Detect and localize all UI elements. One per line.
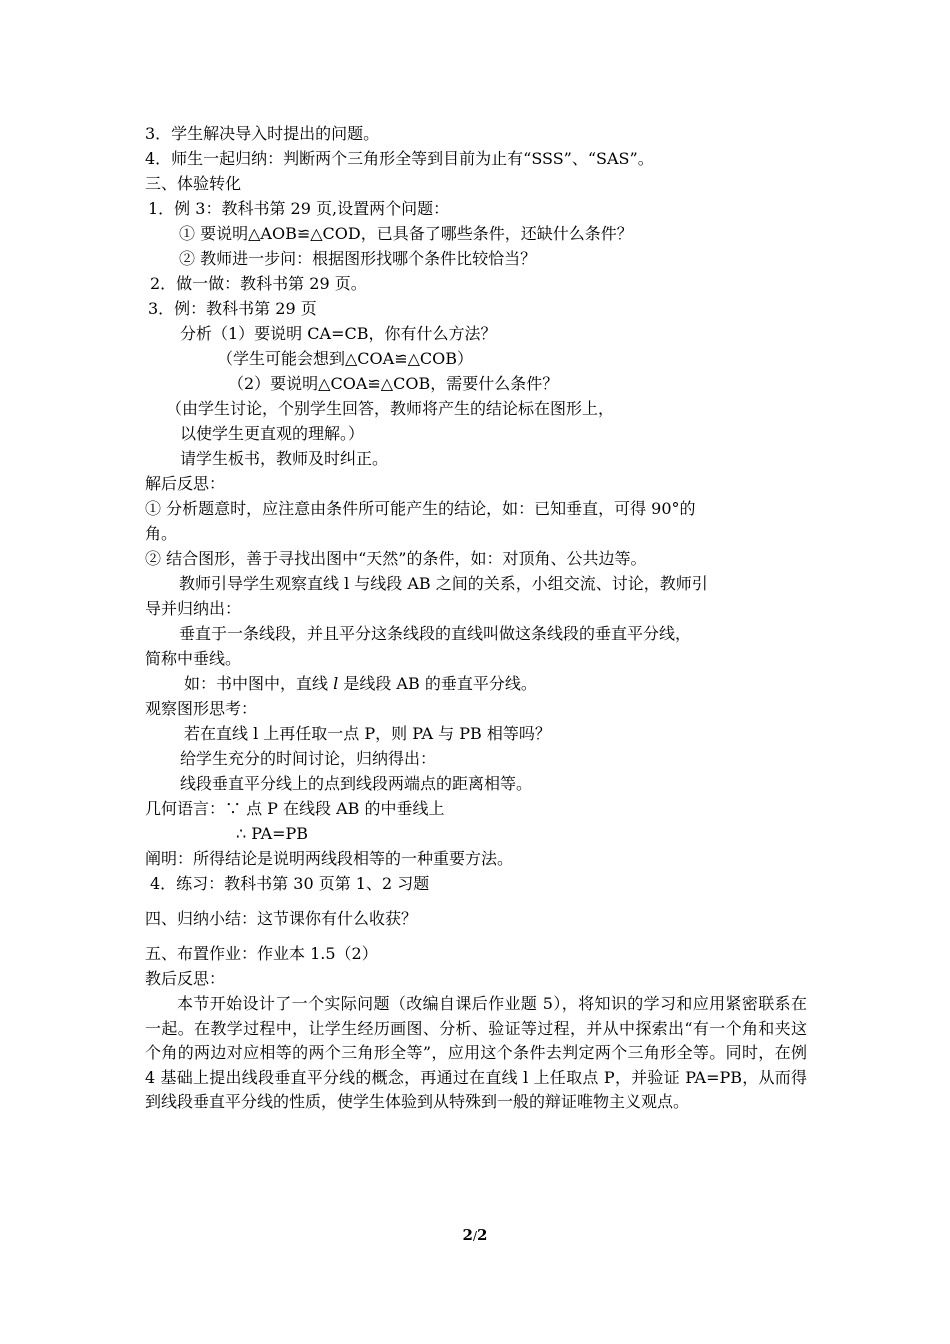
text-segment: 是线段 AB 的垂直平分线。	[343, 674, 537, 693]
page-number	[0, 1226, 950, 1244]
page-total: 2	[477, 1226, 488, 1244]
page-separator: /	[472, 1229, 478, 1243]
text-line: 角。	[145, 524, 178, 543]
text-line: ① 要说明△AOB≌△COD，已具备了哪些条件，还缺什么条件？	[179, 224, 633, 243]
text-line: ② 结合图形，善于寻找出图中“天然”的条件，如：对顶角、公共边等。	[145, 549, 647, 568]
section-heading: 教后反思：	[145, 969, 226, 988]
text-line: ∴ PA=PB	[236, 824, 309, 843]
text-line: 2．做一做：教科书第 29 页。	[150, 274, 367, 293]
text-line: 3．学生解决导入时提出的问题。	[145, 124, 380, 143]
section-heading: 解后反思：	[145, 474, 226, 493]
reflection-paragraph: 本节开始设计了一个实际问题（改编自课后作业题 5），将知识的学习和应用紧密联系在一起。在教学过程中，让学生经历画图、分析、验证等过程，并从中探索出“有一个角和夹这个角的两边对应相等的两个三角形全等”，应用这个条件去判定两个三角形全等。同时，在例 4 基础上提出线段垂直平分线的概念，再通过在直线 l 上任取点 P，并验证 PA=PB，从而得到线段垂直平分线的性质，使学生体验到从特殊到一般的辩证唯物主义观点。	[145, 994, 807, 1111]
text-line: 3．例：教科书第 29 页	[148, 299, 317, 318]
text-line	[184, 672, 537, 696]
section-heading: 五、布置作业：作业本 1.5（2）	[145, 944, 378, 963]
text-line: 几何语言：∵ 点 P 在线段 AB 的中垂线上	[145, 799, 445, 818]
text-line: 请学生板书，教师及时纠正。	[180, 449, 389, 468]
text-line: 线段垂直平分线上的点到线段两端点的距离相等。	[180, 774, 533, 793]
text-segment: 如：书中图中，直线	[184, 674, 329, 693]
section-heading: 观察图形思考：	[145, 699, 258, 718]
section-heading: 四、归纳小结：这节课你有什么收获？	[145, 909, 418, 928]
page-current: 2	[462, 1226, 473, 1244]
text-line: 若在直线 l 上再任取一点 P，则 PA 与 PB 相等吗？	[184, 724, 551, 743]
text-line: 以使学生更直观的理解。）	[180, 424, 365, 443]
text-line: 垂直于一条线段，并且平分这条线段的直线叫做这条线段的垂直平分线，	[179, 624, 692, 643]
text-line: 阐明：所得结论是说明两线段相等的一种重要方法。	[145, 849, 514, 868]
text-line: 1．例 3：教科书第 29 页,设置两个问题：	[148, 199, 450, 218]
text-line: 导并归纳出：	[145, 599, 242, 618]
text-line: 教师引导学生观察直线 l 与线段 AB 之间的关系，小组交流、讨论，教师引	[179, 574, 708, 593]
text-line: 分析（1）要说明 CA=CB，你有什么方法？	[180, 324, 497, 343]
text-line: ② 教师进一步问：根据图形找哪个条件比较恰当？	[179, 249, 537, 268]
text-line: 4．练习：教科书第 30 页第 1、2 习题	[150, 874, 430, 893]
text-line: （2）要说明△COA≌△COB，需要什么条件？	[228, 374, 559, 393]
text-line: （学生可能会想到△COA≌△COB）	[217, 349, 474, 368]
italic-variable: l	[333, 674, 339, 693]
text-line: 给学生充分的时间讨论，归纳得出：	[180, 749, 437, 768]
text-line: 简称中垂线。	[145, 649, 242, 668]
section-heading: 三、体验转化	[145, 174, 242, 193]
text-line: （由学生讨论，个别学生回答，教师将产生的结论标在图形上，	[166, 399, 615, 418]
text-line: ① 分析题意时，应注意由条件所可能产生的结论，如：已知垂直，可得 90°的	[145, 499, 696, 518]
text-line: 4．师生一起归纳：判断两个三角形全等到目前为止有“SSS”、“SAS”。	[145, 149, 654, 168]
